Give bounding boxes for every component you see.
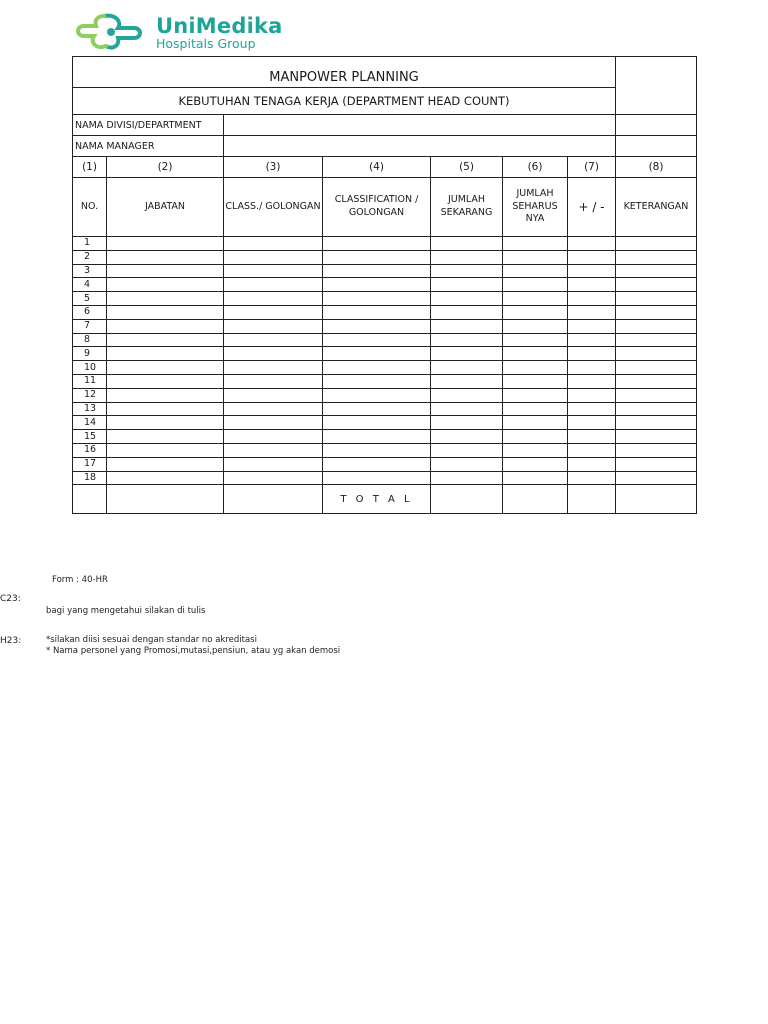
table-cell[interactable] [224, 361, 323, 375]
table-cell[interactable] [431, 443, 503, 457]
table-cell[interactable] [568, 237, 616, 251]
table-cell[interactable] [107, 388, 224, 402]
logo-brand-name: UniMedika [156, 14, 283, 38]
table-cell[interactable] [323, 264, 431, 278]
table-cell[interactable] [568, 374, 616, 388]
header-plus-minus: + / - [568, 178, 616, 237]
row-number: 7 [73, 319, 107, 333]
form-title: MANPOWER PLANNING [73, 57, 616, 88]
logo-subtitle: Hospitals Group [156, 36, 256, 51]
table-cell[interactable] [503, 333, 568, 347]
table-cell[interactable] [503, 457, 568, 471]
table-cell[interactable] [503, 292, 568, 306]
table-cell[interactable] [503, 305, 568, 319]
table-cell[interactable] [224, 402, 323, 416]
table-cell[interactable] [431, 374, 503, 388]
table-cell[interactable] [503, 250, 568, 264]
table-cell[interactable] [224, 347, 323, 361]
manager-extra-cell [616, 136, 697, 157]
table-cell[interactable] [431, 416, 503, 430]
table-row [73, 471, 697, 485]
table-row [73, 416, 697, 430]
h23-ref: H23: [0, 636, 22, 646]
table-cell[interactable] [503, 237, 568, 251]
table-cell[interactable] [503, 347, 568, 361]
table-cell[interactable] [431, 319, 503, 333]
table-cell[interactable] [503, 278, 568, 292]
table-cell[interactable] [616, 443, 697, 457]
total-label: T O T A L [323, 485, 431, 514]
total-jumlah-sekarang[interactable] [431, 485, 503, 514]
table-cell[interactable] [323, 374, 431, 388]
table-cell[interactable] [107, 264, 224, 278]
table-cell[interactable] [431, 361, 503, 375]
table-row [73, 333, 697, 347]
table-cell[interactable] [431, 250, 503, 264]
header-class-golongan: CLASS./ GOLONGAN [224, 178, 323, 237]
row-number: 18 [73, 471, 107, 485]
table-row [73, 374, 697, 388]
table-cell[interactable] [107, 347, 224, 361]
table-cell[interactable] [616, 305, 697, 319]
column-number: (5) [431, 157, 503, 178]
table-cell[interactable] [503, 264, 568, 278]
table-cell[interactable] [323, 430, 431, 444]
table-cell[interactable] [616, 250, 697, 264]
table-cell[interactable] [107, 305, 224, 319]
manager-label: NAMA MANAGER [73, 136, 224, 157]
table-cell[interactable] [323, 471, 431, 485]
table-cell[interactable] [323, 237, 431, 251]
unimedika-logo [76, 12, 306, 50]
row-number: 6 [73, 305, 107, 319]
table-cell[interactable] [431, 430, 503, 444]
table-row [73, 278, 697, 292]
total-jumlah-seharusnya[interactable] [503, 485, 568, 514]
row-number: 17 [73, 457, 107, 471]
table-cell[interactable] [568, 319, 616, 333]
table-cell[interactable] [503, 388, 568, 402]
table-cell[interactable] [224, 264, 323, 278]
header-jumlah-sekarang: JUMLAH SEKARANG [431, 178, 503, 237]
table-cell[interactable] [503, 319, 568, 333]
table-cell[interactable] [107, 416, 224, 430]
table-cell[interactable] [616, 237, 697, 251]
table-cell[interactable] [431, 402, 503, 416]
table-cell[interactable] [503, 430, 568, 444]
table-cell[interactable] [616, 471, 697, 485]
table-cell[interactable] [616, 264, 697, 278]
cross-logo-icon [76, 12, 146, 50]
table-cell[interactable] [616, 292, 697, 306]
table-cell[interactable] [224, 237, 323, 251]
table-cell[interactable] [224, 430, 323, 444]
table-cell[interactable] [503, 443, 568, 457]
h23-note-2: * Nama personel yang Promosi,mutasi,pensiun, atau yg akan demosi [46, 646, 341, 656]
table-cell[interactable] [568, 250, 616, 264]
table-cell[interactable] [323, 443, 431, 457]
table-cell[interactable] [224, 457, 323, 471]
table-cell[interactable] [568, 443, 616, 457]
table-cell[interactable] [107, 237, 224, 251]
row-number: 2 [73, 250, 107, 264]
row-number: 12 [73, 388, 107, 402]
total-cell-jabatan [107, 485, 224, 514]
table-cell[interactable] [224, 374, 323, 388]
header-blank-cell [616, 57, 697, 115]
manager-input[interactable] [224, 136, 616, 157]
header-classification-golongan: CLASSIFICATION / GOLONGAN [323, 178, 431, 237]
table-row [73, 402, 697, 416]
table-cell[interactable] [224, 333, 323, 347]
table-cell[interactable] [107, 443, 224, 457]
table-cell[interactable] [224, 250, 323, 264]
table-cell[interactable] [568, 347, 616, 361]
table-cell[interactable] [616, 278, 697, 292]
table-cell[interactable] [431, 347, 503, 361]
table-cell[interactable] [503, 416, 568, 430]
table-cell[interactable] [224, 292, 323, 306]
table-cell[interactable] [107, 292, 224, 306]
table-row [73, 430, 697, 444]
table-cell[interactable] [107, 319, 224, 333]
table-cell[interactable] [431, 333, 503, 347]
table-cell[interactable] [107, 361, 224, 375]
table-cell[interactable] [568, 471, 616, 485]
table-cell[interactable] [568, 416, 616, 430]
table-cell[interactable] [431, 305, 503, 319]
total-cell-class [224, 485, 323, 514]
column-number: (7) [568, 157, 616, 178]
table-cell[interactable] [107, 374, 224, 388]
c23-ref: C23: [0, 594, 21, 604]
table-cell[interactable] [431, 292, 503, 306]
table-cell[interactable] [616, 430, 697, 444]
total-plus-minus[interactable] [568, 485, 616, 514]
row-number: 13 [73, 402, 107, 416]
table-cell[interactable] [107, 457, 224, 471]
row-number: 5 [73, 292, 107, 306]
column-number: (1) [73, 157, 107, 178]
total-cell-no [73, 485, 107, 514]
division-input[interactable] [224, 115, 616, 136]
table-row [73, 361, 697, 375]
table-cell[interactable] [323, 402, 431, 416]
table-cell[interactable] [107, 430, 224, 444]
table-row [73, 264, 697, 278]
header-jumlah-seharusnya: JUMLAH SEHARUS NYA [503, 178, 568, 237]
table-cell[interactable] [323, 347, 431, 361]
table-cell[interactable] [616, 416, 697, 430]
table-cell[interactable] [431, 457, 503, 471]
table-cell[interactable] [568, 388, 616, 402]
table-cell[interactable] [224, 443, 323, 457]
table-cell[interactable] [568, 264, 616, 278]
row-number: 9 [73, 347, 107, 361]
division-label: NAMA DIVISI/DEPARTMENT [73, 115, 224, 136]
table-cell[interactable] [224, 388, 323, 402]
table-cell[interactable] [323, 333, 431, 347]
table-cell[interactable] [568, 361, 616, 375]
total-keterangan[interactable] [616, 485, 697, 514]
c23-note: bagi yang mengetahui silakan di tulis [46, 606, 206, 616]
table-cell[interactable] [323, 416, 431, 430]
manpower-planning-table [72, 56, 697, 514]
table-cell[interactable] [503, 361, 568, 375]
table-row [73, 250, 697, 264]
table-cell[interactable] [323, 250, 431, 264]
table-cell[interactable] [224, 319, 323, 333]
table-cell[interactable] [616, 388, 697, 402]
row-number: 11 [73, 374, 107, 388]
table-cell[interactable] [503, 374, 568, 388]
table-cell[interactable] [323, 319, 431, 333]
table-cell[interactable] [568, 278, 616, 292]
table-cell[interactable] [323, 388, 431, 402]
table-cell[interactable] [431, 237, 503, 251]
table-cell[interactable] [107, 402, 224, 416]
table-row [73, 305, 697, 319]
table-cell[interactable] [616, 402, 697, 416]
table-cell[interactable] [616, 457, 697, 471]
table-cell[interactable] [568, 292, 616, 306]
table-cell[interactable] [323, 292, 431, 306]
table-cell[interactable] [107, 333, 224, 347]
table-cell[interactable] [568, 430, 616, 444]
column-number: (4) [323, 157, 431, 178]
division-extra-cell [616, 115, 697, 136]
header-keterangan: KETERANGAN [616, 178, 697, 237]
table-row [73, 347, 697, 361]
table-row [73, 319, 697, 333]
column-number: (2) [107, 157, 224, 178]
h23-note-1: *silakan diisi sesuai dengan standar no akreditasi [46, 635, 257, 645]
table-cell[interactable] [431, 278, 503, 292]
row-number: 14 [73, 416, 107, 430]
table-cell[interactable] [616, 333, 697, 347]
column-number: (8) [616, 157, 697, 178]
table-cell[interactable] [107, 250, 224, 264]
table-cell[interactable] [503, 402, 568, 416]
table-cell[interactable] [323, 457, 431, 471]
column-number: (6) [503, 157, 568, 178]
table-cell[interactable] [323, 305, 431, 319]
row-number: 8 [73, 333, 107, 347]
column-number: (3) [224, 157, 323, 178]
row-number: 1 [73, 237, 107, 251]
row-number: 16 [73, 443, 107, 457]
row-number: 15 [73, 430, 107, 444]
table-row [73, 443, 697, 457]
table-cell[interactable] [616, 374, 697, 388]
table-cell[interactable] [616, 347, 697, 361]
header-jabatan: JABATAN [107, 178, 224, 237]
table-cell[interactable] [568, 402, 616, 416]
table-row [73, 237, 697, 251]
table-cell[interactable] [107, 278, 224, 292]
header-no: NO. [73, 178, 107, 237]
table-cell[interactable] [616, 319, 697, 333]
table-cell[interactable] [568, 457, 616, 471]
row-number: 4 [73, 278, 107, 292]
table-cell[interactable] [224, 416, 323, 430]
table-cell[interactable] [431, 264, 503, 278]
table-cell[interactable] [568, 305, 616, 319]
form-code: Form : 40-HR [52, 575, 108, 585]
table-cell[interactable] [568, 333, 616, 347]
table-row [73, 457, 697, 471]
table-cell[interactable] [616, 361, 697, 375]
table-cell[interactable] [224, 278, 323, 292]
table-cell[interactable] [323, 361, 431, 375]
table-cell[interactable] [224, 471, 323, 485]
table-cell[interactable] [431, 471, 503, 485]
form-subtitle: KEBUTUHAN TENAGA KERJA (DEPARTMENT HEAD COUNT) [73, 88, 616, 115]
table-cell[interactable] [503, 471, 568, 485]
table-row [73, 388, 697, 402]
table-cell[interactable] [107, 471, 224, 485]
row-number: 3 [73, 264, 107, 278]
table-row [73, 292, 697, 306]
row-number: 10 [73, 361, 107, 375]
table-cell[interactable] [431, 388, 503, 402]
table-cell[interactable] [224, 305, 323, 319]
table-cell[interactable] [323, 278, 431, 292]
